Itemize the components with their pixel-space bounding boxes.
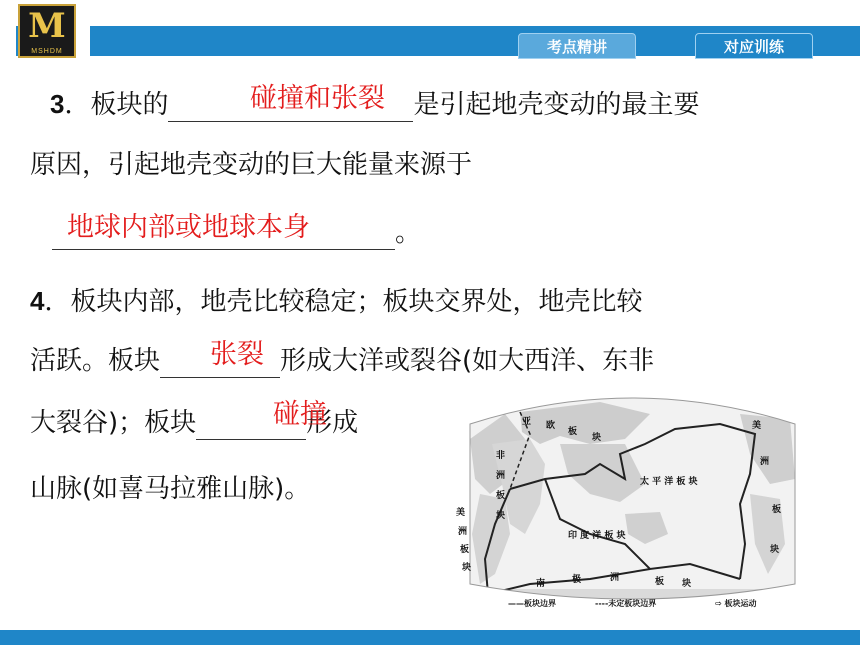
label-america-right-4: 块	[770, 545, 780, 555]
q4-answer1: 张裂	[210, 339, 264, 370]
q4-line3-pre: 大裂谷)；板块	[30, 408, 197, 438]
tab-practice[interactable]: 对应训练	[695, 33, 813, 59]
q4-line1	[30, 284, 642, 319]
q4-text1: ．板块内部，地壳比较稳定；板块交界处，地壳比较	[44, 287, 643, 317]
logo-text: MSHDM	[31, 48, 63, 55]
label-pacific: 太 平 洋 板 块	[640, 477, 698, 487]
label-africa-2: 洲	[496, 471, 506, 481]
q3-post: 是引起地壳变动的最主要	[413, 90, 700, 120]
label-america-right-1: 美	[752, 421, 762, 431]
label-eurasia-1: 亚	[522, 417, 532, 427]
header-gap-right	[76, 26, 90, 56]
label-america-left-3: 板	[460, 545, 470, 555]
label-antarctic-5: 块	[682, 579, 692, 589]
label-africa-4: 块	[496, 511, 506, 521]
label-indian: 印 度 洋 板 块	[568, 531, 626, 541]
label-antarctic-3: 洲	[610, 573, 620, 583]
q4-line2-post: 形成大洋或裂谷(如大西洋、东非	[280, 346, 655, 376]
q4-line3-post: 形成	[306, 408, 359, 438]
label-antarctic-1: 南	[536, 579, 546, 589]
q4-line2-pre: 活跃。板块	[30, 346, 161, 376]
legend-movement: ⇨ 板块运动	[715, 599, 757, 608]
label-eurasia-3: 板	[568, 427, 578, 437]
label-africa-3: 板	[496, 491, 506, 501]
q3-answer1: 碰撞和张裂	[250, 83, 385, 114]
label-america-right-3: 板	[772, 505, 782, 515]
plate-map	[450, 384, 815, 616]
q3-pre: ．板块的	[64, 90, 169, 120]
label-eurasia-2: 欧	[546, 421, 556, 431]
label-america-right-2: 洲	[760, 457, 770, 467]
label-antarctic-4: 板	[655, 577, 665, 587]
logo-letter: M	[28, 6, 66, 46]
logo	[18, 4, 76, 58]
header-gap	[0, 26, 16, 56]
footer-bar	[0, 630, 860, 645]
q3-answer2: 地球内部或地球本身	[67, 212, 310, 243]
label-america-left-4: 块	[462, 563, 472, 573]
q4-line2	[30, 344, 654, 378]
label-africa-1: 非	[496, 451, 506, 461]
label-eurasia-4: 块	[592, 433, 602, 443]
label-america-left-1: 美	[456, 508, 466, 518]
q3-line2: 原因，引起地壳变动的巨大能量来源于	[30, 150, 473, 180]
q3-number: 3	[50, 89, 65, 119]
q4-line4: 山脉(如喜马拉雅山脉)。	[30, 474, 311, 504]
header-bar	[0, 0, 860, 60]
label-america-left-2: 洲	[458, 527, 468, 537]
q4-answer2: 碰撞	[273, 399, 327, 430]
q3-end: 。	[395, 218, 422, 248]
legend-boundary: ——板块边界	[508, 599, 556, 608]
legend-uncertain: ----未定板块边界	[595, 599, 657, 608]
q4-number: 4	[30, 286, 45, 316]
label-antarctic-2: 极	[572, 575, 582, 585]
tab-key-points[interactable]: 考点精讲	[518, 33, 636, 59]
